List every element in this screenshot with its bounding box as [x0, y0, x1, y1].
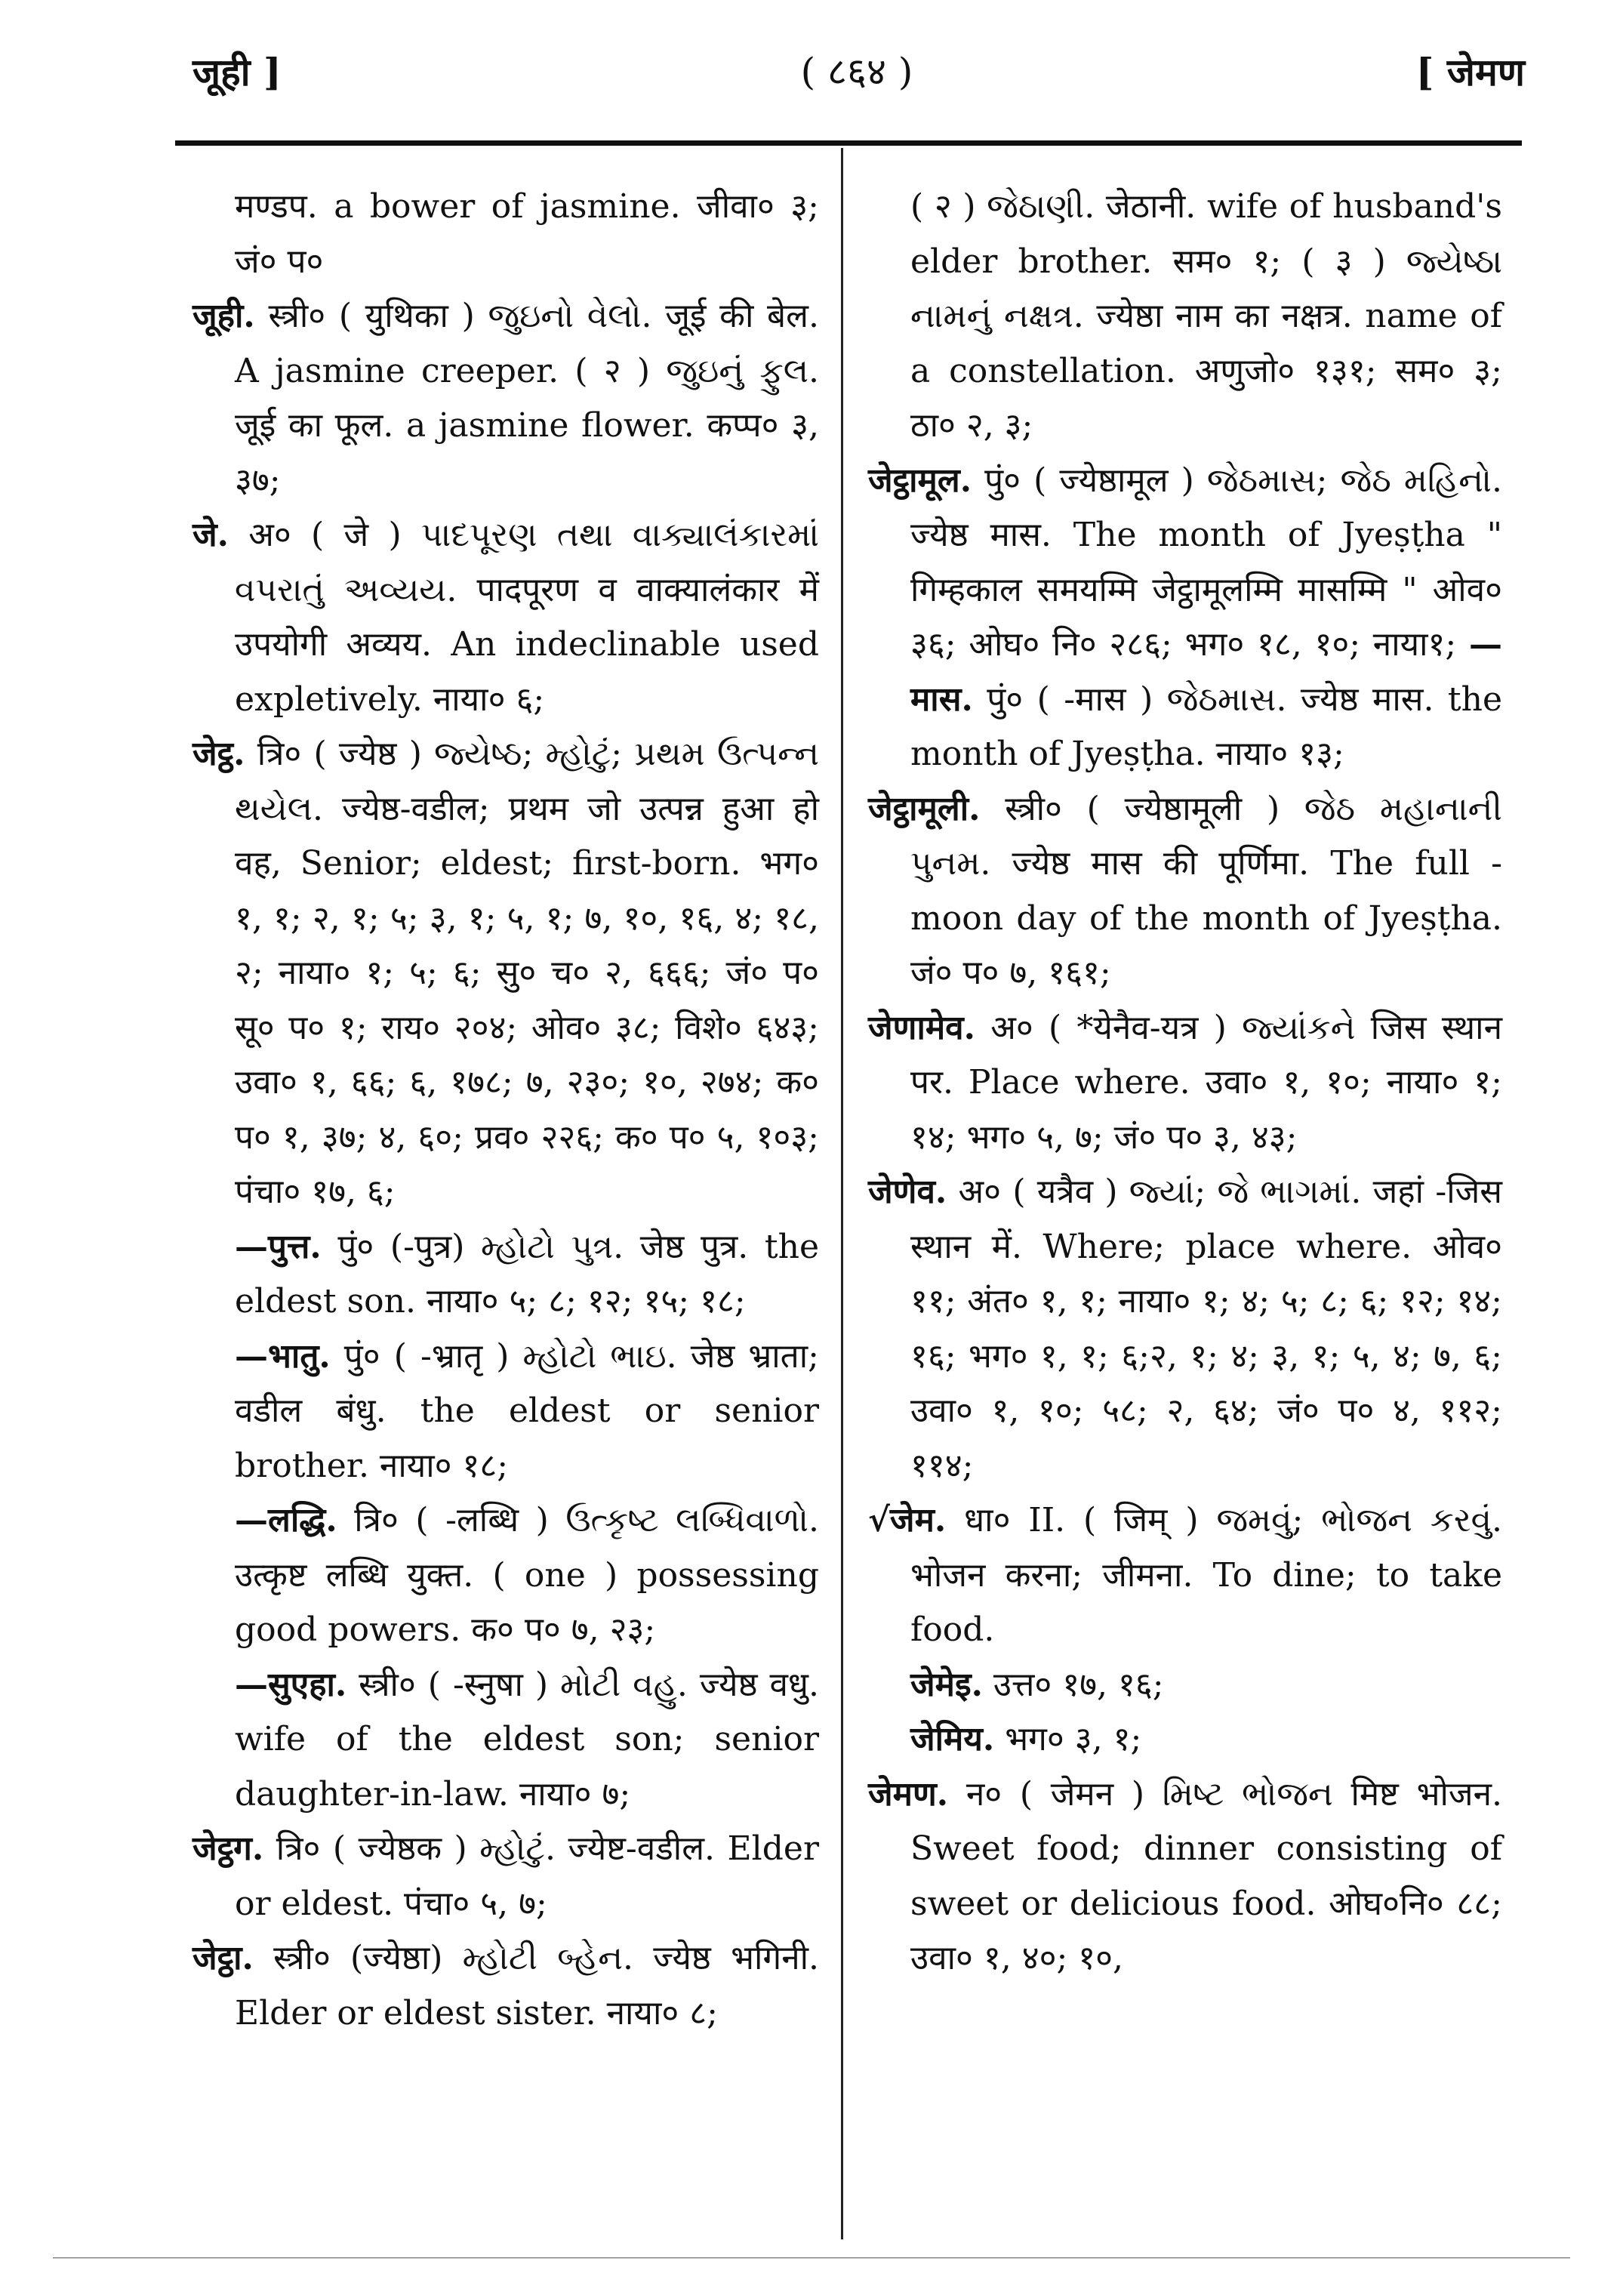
dictionary-entry — [192, 727, 819, 1220]
header-rule — [175, 140, 1522, 146]
sub-headword: —मास. — [910, 625, 1502, 719]
entry-body: स्त्री० (ज्येष्ठा) મ્હોટી બ્હેન. ज्येष्ठ भगिनी. Elder or eldest sister. नाया० ८; — [235, 1939, 819, 2032]
headword: जेट्ठग. — [192, 1829, 264, 1868]
entry-body: स्त्री० ( -स्नुषा ) મોટી વહુ. ज्येष्ठ वधु. wife of the eldest son; senior daughter-in-law. नाया० ७; — [235, 1665, 819, 1814]
headword: जेणेव. — [868, 1173, 947, 1211]
dictionary-entry — [192, 289, 819, 508]
sub-headword: —भातु. — [235, 1336, 331, 1376]
headword: जे. — [192, 516, 229, 554]
sub-entry — [192, 1330, 819, 1494]
headword: जूही. — [192, 297, 255, 335]
sub-headword: —लद्धि. — [235, 1501, 337, 1539]
left-column — [192, 180, 819, 2041]
sub-entry — [192, 1658, 819, 1823]
sub-entry — [192, 1220, 819, 1330]
dictionary-entry — [192, 1931, 819, 2041]
dictionary-entry — [192, 1822, 819, 1931]
entry-body: पुं० ( -मास ) જેઠમાસ. ज्येष्ठ मास. the month of Jyeṣṭha. नाया० १३; — [910, 680, 1502, 773]
dictionary-entry — [868, 1165, 1502, 1493]
entry-continuation: मण्डप. a bower of jasmine. जीवा० ३; जं० प० — [235, 187, 819, 281]
entry-body: त्रि० ( -लब्धि ) ઉત્કૃષ્ટ લબ્ધિવાળો. उत्कृष्ट लब्धि युक्त. ( one ) possessing good powers. क० प० ७, २३; — [235, 1501, 819, 1649]
entry-continuation: ( २ ) જેઠાણી. जेठानी. wife of husband's elder brother. सम० १; ( ३ ) જ્યેષ્ઠા નામનું નક્ષત્ર. ज्येष्ठा नाम का नक्षत्र. name of a constellation. अणुजो० १३१; सम० ३; ठा० २, ३; — [910, 187, 1502, 445]
headword: जेट्ठामूली. — [868, 789, 981, 828]
entry-body: न० ( जेमन ) મિષ્ટ ભોજન मिष्ट भोजन. Sweet food; dinner consisting of sweet or delicious food. ओघ०नि० ८८; उवा० १, ४०; १०, — [910, 1774, 1502, 1977]
dictionary-entry — [868, 1001, 1502, 1166]
entry-body: अ० ( यत्रैव ) જ્યાં; જે ભાગમાં. जहां -जिस स्थान में. Where; place where. ओव० ११; अंत० १, १; नाया० १; ४; ५; ८; ६; १२; १४; १६; भग० १, १; ६;२, १; ४; ३, १; ५, ४; ७, ६; उवा० १, १०; ५८; २, ६४; जं० प० ४, ११२; ११४; — [910, 1173, 1502, 1485]
headword: जेट्ठ. — [192, 735, 245, 773]
entry-body: स्त्री० ( ज्येष्ठामूली ) જેઠ મહાનાની પુનમ. ज्येष्ठ मास की पूर्णिमा. The full -moon day of the month of Jyeṣṭha. जं० प० ७, १६१; — [910, 789, 1502, 992]
column-divider — [841, 148, 843, 2239]
entry-body: उत्त० १७, १६; — [993, 1665, 1164, 1704]
inflection-line — [868, 1658, 1502, 1713]
running-head-right: [ जेमण — [1415, 50, 1525, 94]
sub-entry — [192, 1493, 819, 1658]
entry-body: पुं० ( -भ्रातृ ) મ્હોટો ભાઇ. जेष्ठ भ्राता; वडील बंधु. the eldest or senior brother. नाया० १८; — [235, 1336, 819, 1485]
entry-body: अ० ( *येनैव-यत्र ) જ્યાંકને जिस स्थान पर. Place where. उवा० १, १०; नाया० १; १४; भग० ५, ७; जं० प० ३, ४३; — [910, 1008, 1502, 1157]
sub-headword: —पुत्त. — [235, 1227, 322, 1266]
headword: जेणामेव. — [868, 1008, 975, 1047]
dictionary-entry — [868, 1493, 1502, 1658]
entry-body: धा० II. ( जिम् ) જમવું; ભોજન કરવું. भोजन करना; जीमना. To dine; to take food. — [910, 1501, 1502, 1649]
dictionary-entry — [868, 782, 1502, 1001]
sub-headword: —सुएहा. — [235, 1665, 347, 1704]
page-number: ( ८६४ ) — [800, 50, 913, 94]
entry-body: त्रि० ( ज्येष्ठ ) જ્યેષ્ઠ; મ્હોટું; પ્રથમ ઉત્પન્ન થયેલ. ज्येष्ठ-वडील; प्रथम जो उत्पन्न हुआ हो वह, Senior; eldest; first-born. भग० १, १; २, १; ५; ३, १; ५, १; ७, १०, १६, ४; १८, २; नाया० १; ५; ६; सु० च० २, ६६६; जं० प० सू० प० १; राय० २०४; ओव० ३८; विशे० ६४३; उवा० १, ६६; ६, १७८; ७, २३०; १०, २७४; क० प० १, ३७; ४, ६०; प्रव० २२६; क० प० ५, १०३; पंचा० १७, ६; — [235, 735, 819, 1211]
entry-body: अ० ( जे ) પાદપૂરણ તથા વાક્યાલંકારમાં વપરાતું અવ્યય. पादपूरण व वाक्यालंकार में उपयोगी अव्यय. An indeclinable used expletively. नाया० ६; — [235, 516, 819, 719]
entry-body: पुं० ( ज्येष्ठामूल ) જેઠમાસ; જેઠ મહિનો. ज्येष्ठ मास. The month of Jyeṣṭha " गिम्हकाल समयम्मि जेट्ठामूलम्मि मासम्मि " ओव० ३६; ओघ० नि० २८६; भग० १८, १०; नाया१; — [910, 461, 1502, 664]
running-head-left: जूही ] — [192, 50, 282, 94]
entry-body: स्त्री० ( युथिका ) જુઇનો વેલો. जूई की बेल. A jasmine creeper. ( २ ) જુઇનું ફુલ. जूई का फूल. a jasmine flower. कप्प० ३, ३७; — [235, 297, 819, 500]
footer-rule — [53, 2257, 1570, 2258]
inflection-line — [868, 1712, 1502, 1767]
dictionary-entry — [868, 454, 1502, 782]
entry-body: भग० ३, १; — [1005, 1720, 1142, 1758]
headword: जेट्ठामूल. — [868, 461, 972, 500]
inflection-form: जेमेइ. — [910, 1665, 983, 1704]
headword: जेमण. — [868, 1774, 949, 1814]
dictionary-entry — [192, 508, 819, 727]
entry-body: पुं० (-पुत्र) મ્હોટો પુત્ર. जेष्ठ पुत्र. the eldest son. नाया० ५; ८; १२; १५; १८; — [235, 1227, 819, 1321]
dictionary-entry — [868, 1767, 1502, 1986]
headword: जेट्ठा. — [192, 1939, 254, 1977]
inflection-form: जेमिय. — [910, 1720, 995, 1758]
headword: √जेम. — [868, 1501, 947, 1539]
right-column — [868, 180, 1502, 1986]
entry-body: त्रि० ( ज्येष्ठक ) મ્હોટું. ज्येष्ट-वडील. Elder or eldest. पंचा० ५, ७; — [235, 1829, 819, 1923]
